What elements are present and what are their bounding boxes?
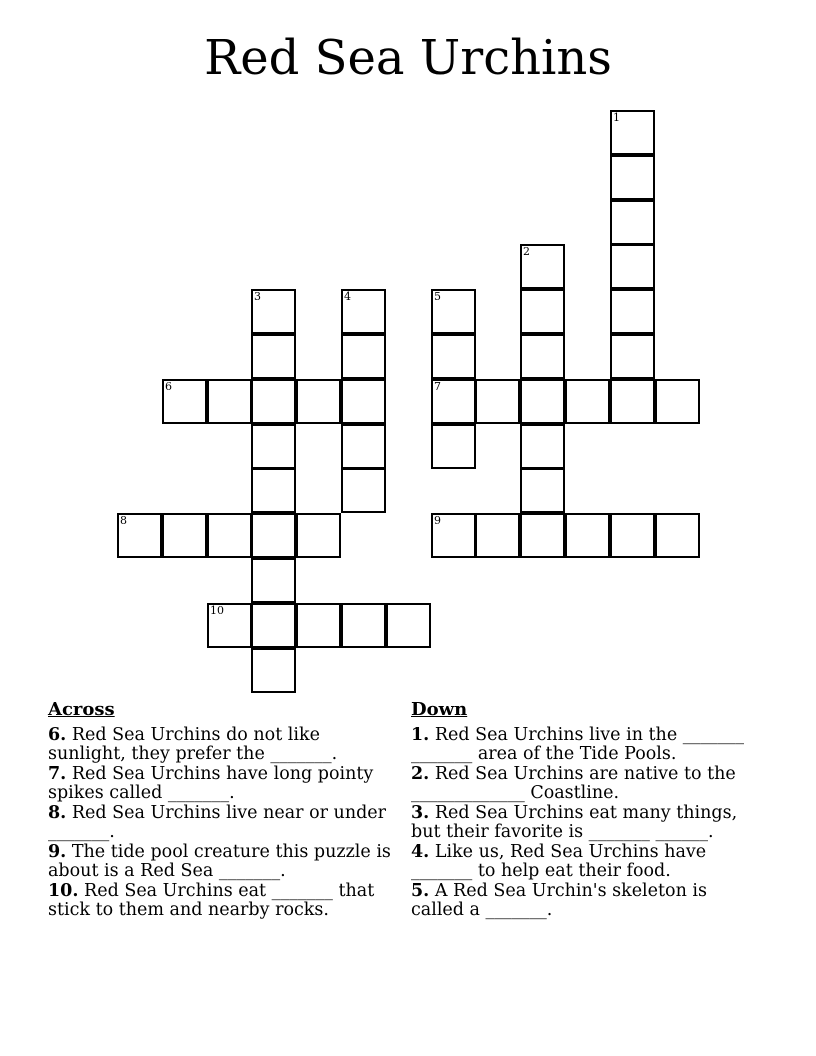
grid-cell[interactable] <box>296 513 341 558</box>
grid-cell[interactable] <box>610 155 655 200</box>
puzzle-title: Red Sea Urchins <box>204 30 612 86</box>
clue-number: 10. <box>48 880 79 901</box>
grid-cell[interactable] <box>610 379 655 424</box>
grid-cell[interactable] <box>251 334 296 379</box>
across-clue-7 <box>48 765 393 804</box>
clue-number: 7. <box>48 763 67 784</box>
grid-cell[interactable] <box>207 513 252 558</box>
clue-number: 5. <box>411 880 430 901</box>
grid-cell[interactable] <box>520 334 565 379</box>
cell-number: 3 <box>254 290 261 303</box>
clue-number: 9. <box>48 841 67 862</box>
grid-cell[interactable] <box>296 603 341 648</box>
across-clue-10 <box>48 882 393 921</box>
grid-cell[interactable] <box>520 244 565 289</box>
grid-cell[interactable] <box>162 379 207 424</box>
grid-cell[interactable] <box>520 379 565 424</box>
grid-cell[interactable] <box>431 289 476 334</box>
grid-cell[interactable] <box>520 468 565 513</box>
down-clue-3 <box>411 804 756 843</box>
clue-number: 6. <box>48 724 67 745</box>
grid-cell[interactable] <box>296 379 341 424</box>
grid-cell[interactable] <box>610 200 655 245</box>
grid-cell[interactable] <box>565 379 610 424</box>
grid-cell[interactable] <box>520 424 565 469</box>
clue-number: 4. <box>411 841 430 862</box>
cell-number: 1 <box>613 111 620 124</box>
cell-number: 10 <box>210 604 224 617</box>
grid-cell[interactable] <box>117 513 162 558</box>
down-clue-5 <box>411 882 756 921</box>
grid-cell[interactable] <box>251 379 296 424</box>
grid-cell[interactable] <box>655 379 700 424</box>
clue-text: Red Sea Urchins do not like sunlight, they prefer the _______. <box>48 724 338 764</box>
grid-cell[interactable] <box>610 513 655 558</box>
across-clue-8 <box>48 804 393 843</box>
grid-cell[interactable] <box>610 110 655 155</box>
grid-cell[interactable] <box>341 334 386 379</box>
clue-text: Red Sea Urchins eat many things, but their favorite is _______ ______. <box>411 802 738 842</box>
grid-cell[interactable] <box>251 289 296 334</box>
grid-cell[interactable] <box>251 513 296 558</box>
cell-number: 5 <box>434 290 441 303</box>
down-heading: Down <box>411 699 468 720</box>
grid-cell[interactable] <box>655 513 700 558</box>
grid-cell[interactable] <box>520 289 565 334</box>
grid-cell[interactable] <box>341 424 386 469</box>
clue-text: The tide pool creature this puzzle is about is a Red Sea _______. <box>48 841 391 881</box>
clue-text: Red Sea Urchins eat _______ that stick to them and nearby rocks. <box>48 880 375 920</box>
grid-cell[interactable] <box>162 513 207 558</box>
clue-number: 1. <box>411 724 430 745</box>
grid-cell[interactable] <box>251 424 296 469</box>
cell-number: 9 <box>434 514 441 527</box>
across-heading: Across <box>48 699 115 720</box>
cell-number: 6 <box>165 380 172 393</box>
across-clues <box>48 700 393 921</box>
clue-number: 2. <box>411 763 430 784</box>
grid-cell[interactable] <box>431 334 476 379</box>
down-clue-1 <box>411 726 756 765</box>
grid-cell[interactable] <box>341 468 386 513</box>
cell-number: 2 <box>523 245 530 258</box>
grid-cell[interactable] <box>610 334 655 379</box>
grid-cell[interactable] <box>475 379 520 424</box>
clue-text: Red Sea Urchins live in the _______ _______ area of the Tide Pools. <box>411 724 744 764</box>
grid-cell[interactable] <box>610 244 655 289</box>
clue-text: Red Sea Urchins are native to the _____________ Coastline. <box>411 763 736 803</box>
clue-number: 8. <box>48 802 67 823</box>
clue-number: 3. <box>411 802 430 823</box>
grid-cell[interactable] <box>565 513 610 558</box>
grid-cell[interactable] <box>341 379 386 424</box>
across-clue-9 <box>48 843 393 882</box>
clue-text: A Red Sea Urchin's skeleton is called a _______. <box>411 880 707 920</box>
cell-number: 8 <box>120 514 127 527</box>
grid-cell[interactable] <box>207 379 252 424</box>
down-clue-2 <box>411 765 756 804</box>
grid-cell[interactable] <box>251 648 296 693</box>
cell-number: 4 <box>344 290 351 303</box>
grid-cell[interactable] <box>431 379 476 424</box>
grid-cell[interactable] <box>520 513 565 558</box>
down-clue-4 <box>411 843 756 882</box>
clue-text: Red Sea Urchins have long pointy spikes called _______. <box>48 763 374 803</box>
clue-text: Like us, Red Sea Urchins have _______ to help eat their food. <box>411 841 707 881</box>
grid-cell[interactable] <box>251 558 296 603</box>
grid-cell[interactable] <box>431 424 476 469</box>
grid-cell[interactable] <box>431 513 476 558</box>
grid-cell[interactable] <box>251 603 296 648</box>
grid-cell[interactable] <box>475 513 520 558</box>
grid-cell[interactable] <box>341 603 386 648</box>
grid-cell[interactable] <box>386 603 431 648</box>
across-clue-6 <box>48 726 393 765</box>
clue-text: Red Sea Urchins live near or under _______. <box>48 802 387 842</box>
cell-number: 7 <box>434 380 441 393</box>
down-clues <box>411 700 756 921</box>
grid-cell[interactable] <box>207 603 252 648</box>
grid-cell[interactable] <box>341 289 386 334</box>
grid-cell[interactable] <box>251 468 296 513</box>
grid-cell[interactable] <box>610 289 655 334</box>
